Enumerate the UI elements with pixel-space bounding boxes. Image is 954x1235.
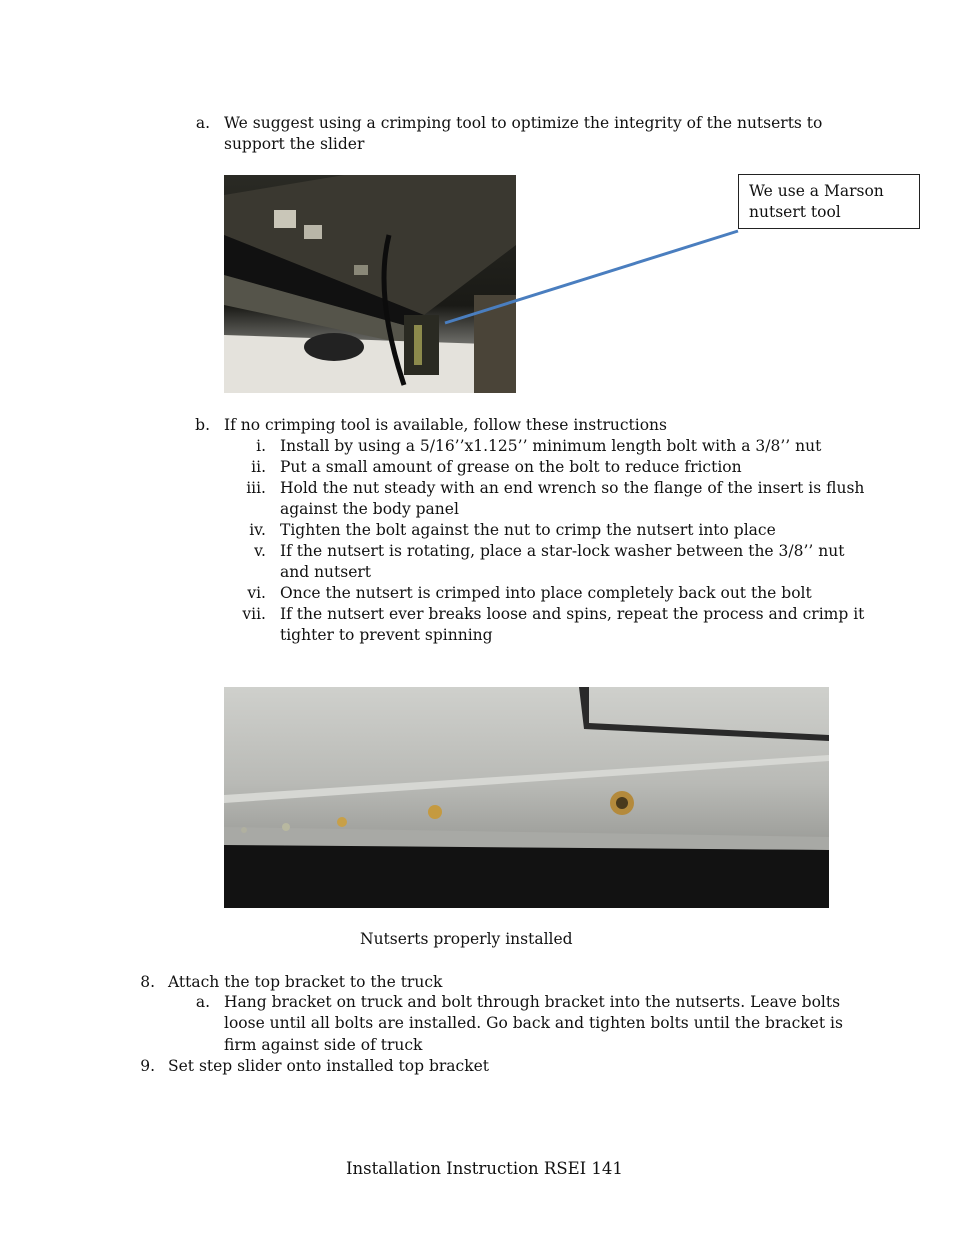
- item-b-text: If no crimping tool is available, follow these instructions: [224, 416, 667, 434]
- sub-item-v-line-2: and nutsert: [280, 563, 372, 581]
- sub-item-iii-line-1: Hold the nut steady with an end wrench so the flange of the insert is flush: [280, 479, 865, 497]
- step-marker-9: 9.: [140, 1057, 155, 1075]
- page-footer: Installation Instruction RSEI 141: [346, 1159, 623, 1178]
- list-marker-b: b.: [195, 416, 210, 434]
- callout-line-2: nutsert tool: [749, 203, 841, 221]
- sub-marker-ii: ii.: [251, 458, 266, 476]
- sub-marker-vii: vii.: [242, 605, 266, 623]
- callout-line-1: We use a Marson: [749, 182, 884, 200]
- sub-item-vii-line-1: If the nutsert ever breaks loose and spins, repeat the process and crimp it: [280, 605, 865, 623]
- sub-item-iv-line-1: Tighten the bolt against the nut to crimp the nutsert into place: [280, 521, 776, 539]
- sub-item-ii-line-1: Put a small amount of grease on the bolt to reduce friction: [280, 458, 742, 476]
- sub-marker-iv: iv.: [249, 521, 266, 539]
- photo-caption: Nutserts properly installed: [360, 930, 573, 948]
- nutserts-installed-photo: [224, 687, 829, 908]
- step-8-sub-marker-a: a.: [195, 993, 210, 1011]
- step-8-sub-line-2: loose until all bolts are installed. Go back and tighten bolts until the bracket is: [224, 1014, 843, 1032]
- step-9-text: Set step slider onto installed top bracket: [168, 1057, 490, 1075]
- sub-marker-vi: vi.: [247, 584, 266, 602]
- sub-marker-v: v.: [254, 542, 266, 560]
- sub-marker-i: i.: [256, 437, 266, 455]
- list-marker-a: a.: [195, 114, 210, 132]
- sub-item-vi-line-1: Once the nutsert is crimped into place completely back out the bolt: [280, 584, 812, 602]
- sub-item-vii-line-2: tighter to prevent spinning: [280, 626, 493, 644]
- sub-item-v-line-1: If the nutsert is rotating, place a star-lock washer between the 3/8’’ nut: [280, 542, 845, 560]
- sub-marker-iii: iii.: [246, 479, 266, 497]
- item-a-line-2: support the slider: [224, 135, 365, 153]
- step-8-sub-line-1: Hang bracket on truck and bolt through bracket into the nutserts. Leave bolts: [224, 993, 841, 1011]
- step-8-text: Attach the top bracket to the truck: [168, 973, 443, 991]
- sub-item-iii-line-2: against the body panel: [280, 500, 459, 518]
- item-a-line-1: We suggest using a crimping tool to optimize the integrity of the nutserts to: [224, 114, 823, 132]
- step-8-sub-line-3: firm against side of truck: [224, 1036, 423, 1054]
- step-marker-8: 8.: [140, 973, 155, 991]
- sub-item-i-line-1: Install by using a 5/16’’x1.125’’ minimum length bolt with a 3/8’’ nut: [280, 437, 822, 455]
